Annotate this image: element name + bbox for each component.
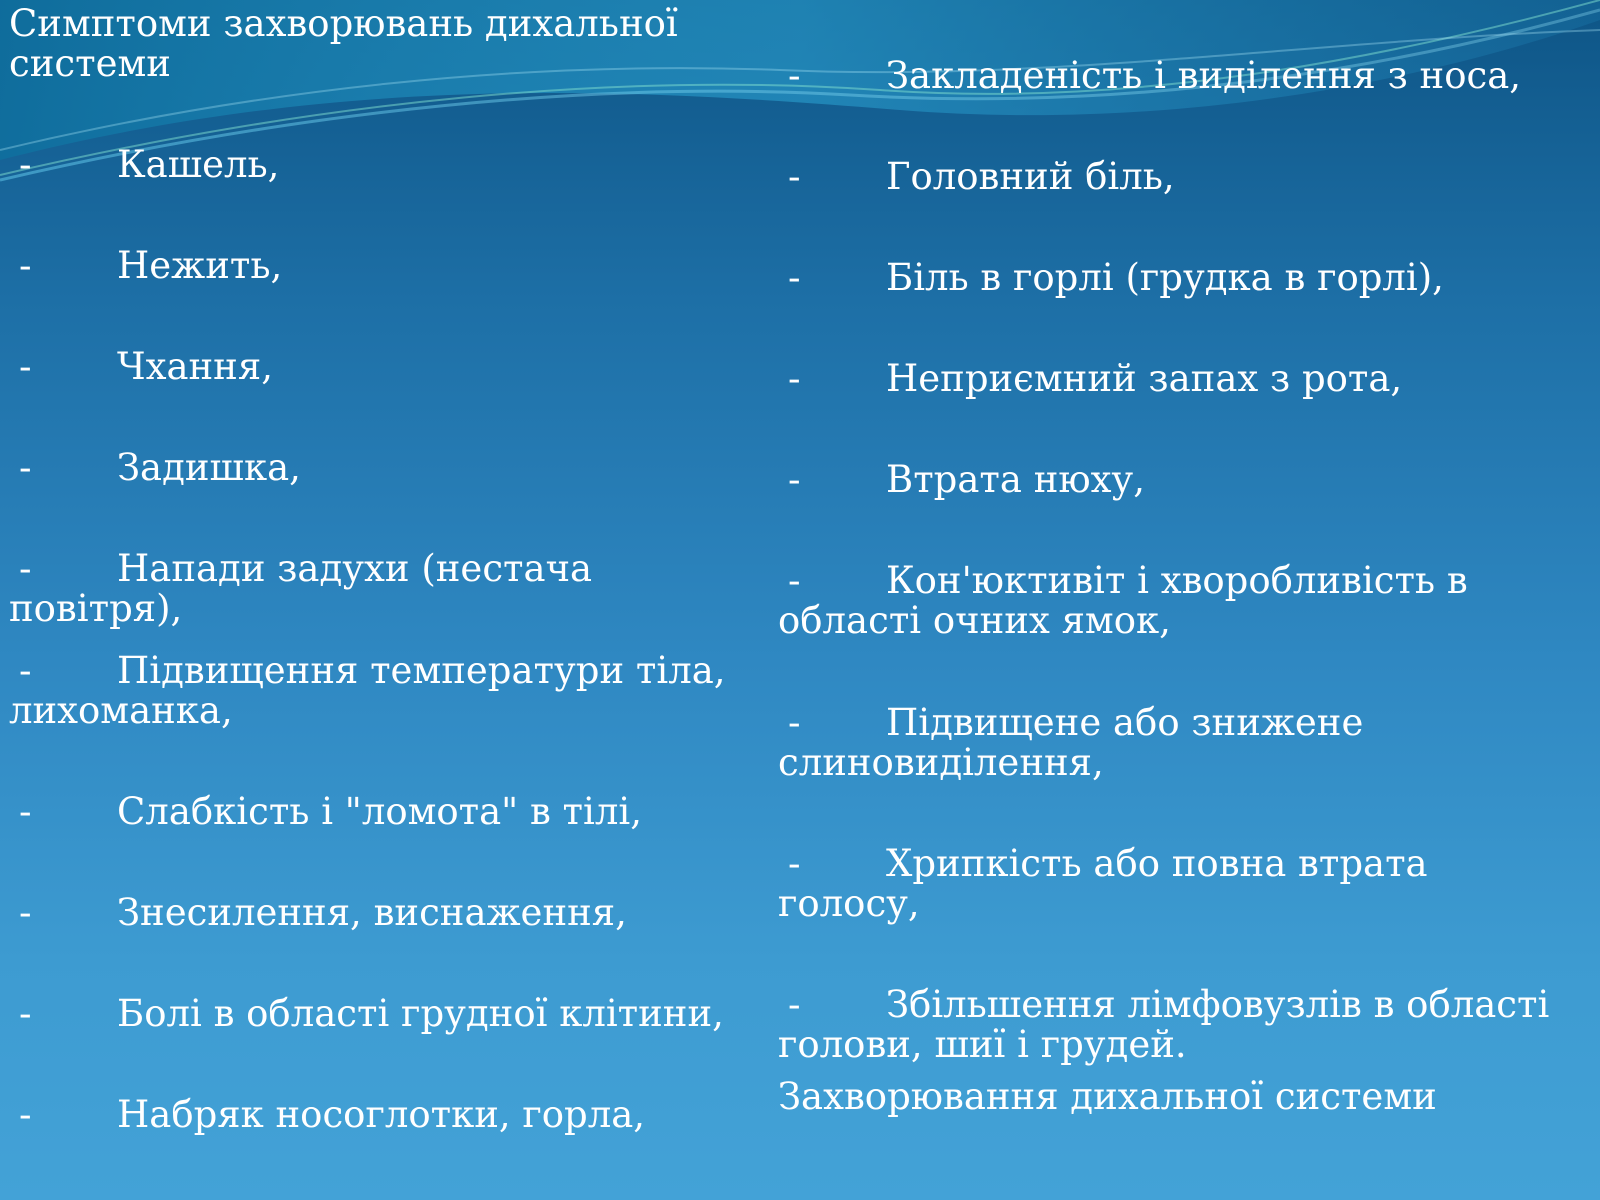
list-dash: - — [788, 842, 801, 885]
list-item — [9, 893, 769, 933]
list-item — [778, 359, 1568, 399]
list-dash: - — [788, 155, 801, 198]
list-dash: - — [19, 891, 32, 934]
list-item — [9, 448, 769, 488]
list-item — [9, 1095, 769, 1135]
list-item — [9, 549, 769, 629]
list-item-text: Збільшення лімфовузлів в області голови, шиї і грудей. — [778, 983, 1550, 1066]
list-item-text: Втрата нюху, — [886, 458, 1145, 501]
list-dash: - — [19, 547, 32, 590]
list-item-text: Підвищення температури тіла, лихоманка, — [9, 649, 726, 732]
list-item — [778, 844, 1428, 924]
list-dash: - — [19, 1093, 32, 1136]
list-dash: - — [19, 345, 32, 388]
list-dash: - — [788, 357, 801, 400]
list-item-text: Закладеність і виділення з носа, — [886, 54, 1522, 97]
list-item — [9, 792, 769, 832]
list-item-text: Неприємний запах з рота, — [886, 357, 1403, 400]
list-dash: - — [788, 54, 801, 97]
list-item — [9, 347, 769, 387]
list-item-text: Підвищене або знижене слиновиділення, — [778, 701, 1364, 784]
slide-title: Симптоми захворювань дихальної системи — [9, 2, 678, 85]
list-dash: - — [19, 992, 32, 1035]
list-dash: - — [19, 790, 32, 833]
list-dash: - — [19, 143, 32, 186]
list-item-text: Набряк носоглотки, горла, — [117, 1093, 646, 1136]
list-item — [778, 703, 1378, 783]
list-dash: - — [788, 559, 801, 602]
list-dash: - — [19, 244, 32, 287]
list-item — [778, 561, 1478, 641]
list-item-text: Слабкість і "ломота" в тілі, — [117, 790, 642, 833]
list-item-text: Хрипкість або повна втрата голосу, — [778, 842, 1428, 925]
list-dash: - — [788, 458, 801, 501]
list-item-text: Кашель, — [117, 143, 280, 186]
list-dash: - — [788, 256, 801, 299]
list-dash: - — [19, 649, 32, 692]
list-item — [778, 157, 1568, 197]
list-item — [778, 985, 1568, 1065]
list-item-text: Нежить, — [117, 244, 283, 287]
list-item — [9, 145, 769, 185]
list-item-text: Біль в горлі (грудка в горлі), — [886, 256, 1444, 299]
list-item-text: Чхання, — [117, 345, 273, 388]
list-item-text: Задишка, — [117, 446, 301, 489]
list-item-text: Кон'юктивіт і хворобливість в області очних ямок, — [778, 559, 1468, 642]
list-dash: - — [19, 446, 32, 489]
list-item — [778, 460, 1568, 500]
footer-caption: Захворювання дихальної системи — [778, 1075, 1437, 1118]
list-item — [9, 994, 769, 1034]
list-item — [9, 246, 769, 286]
list-item-text: Болі в області грудної клітини, — [117, 992, 724, 1035]
list-item-text: Напади задухи (нестача повітря), — [9, 547, 593, 630]
list-item — [778, 56, 1568, 96]
list-dash: - — [788, 701, 801, 744]
list-item-text: Знесилення, виснаження, — [117, 891, 627, 934]
list-item — [9, 651, 729, 731]
list-dash: - — [788, 983, 801, 1026]
list-item-text: Головний біль, — [886, 155, 1175, 198]
list-item — [778, 258, 1568, 298]
